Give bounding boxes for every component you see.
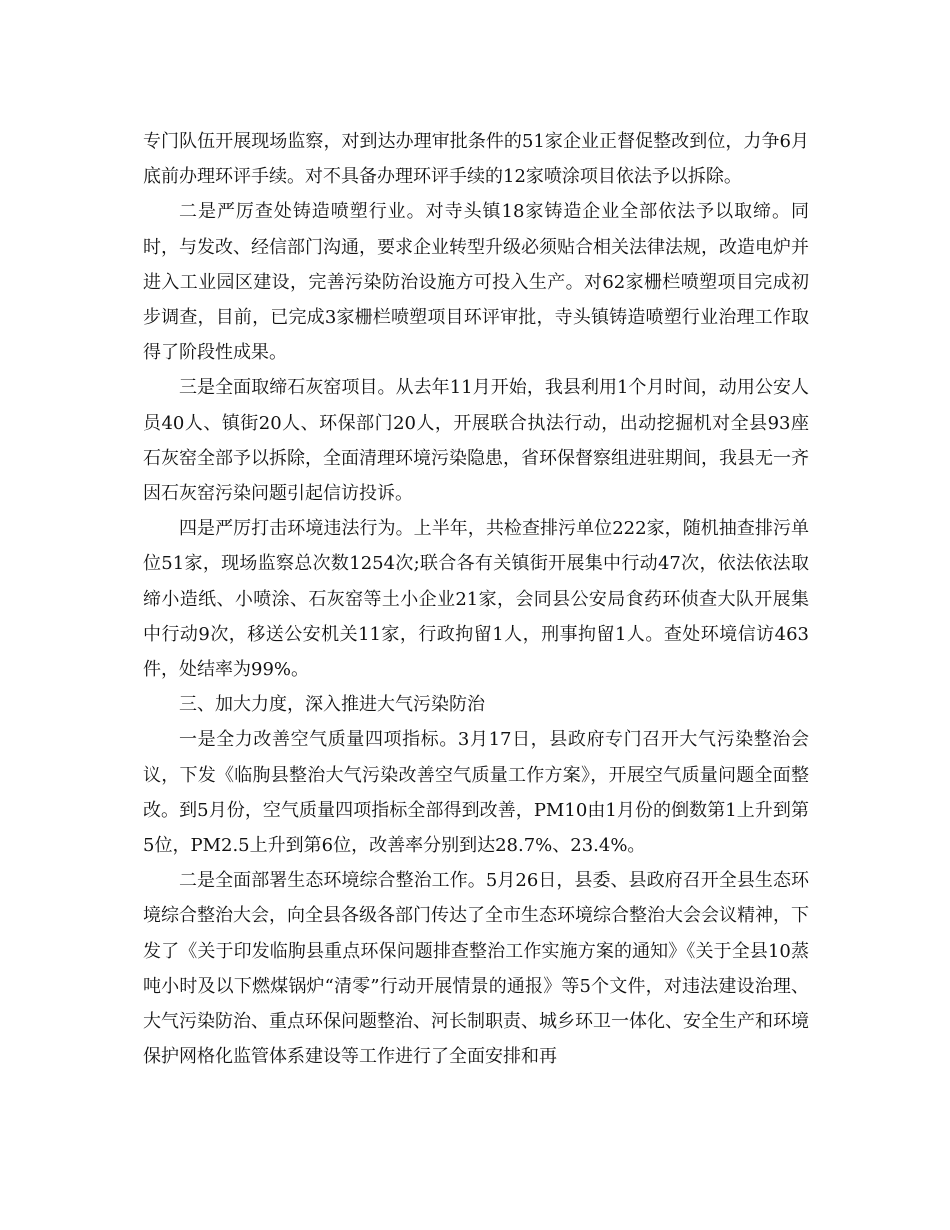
paragraph-lime-kiln: 三是全面取缔石灰窑项目。从去年11月开始，我县利用1个月时间，动用公安人员40人、镇街20人、环保部门20人，开展联合执法行动，出动挖掘机对全县93座石灰窑全部予以拆除，全面清理环境污染隐患，省环保督察组进驻期间，我县无一齐因石灰窑污染问题引起信访投诉。 — [143, 377, 809, 505]
document-body — [143, 124, 809, 1074]
paragraph-air-quality: 一是全力改善空气质量四项指标。3月17日，县政府专门召开大气污染整治会议，下发《临朐县整治大气污染改善空气质量工作方案》，开展空气质量问题全面整改。到5月份，空气质量四项指标全部得到改善，PM10由1月份的倒数第1上升到第5位，PM2.5上升到第6位，改善率分别到达28.7%、23.4%。 — [143, 729, 809, 857]
paragraph-continuation: 专门队伍开展现场监察，对到达办理审批条件的51家企业正督促整改到位，力争6月底前办理环评手续。对不具备办理环评手续的12家喷涂项目依法予以拆除。 — [143, 131, 809, 188]
paragraph-foundry-spraying: 二是严厉查处铸造喷塑行业。对寺头镇18家铸造企业全部依法予以取缔。同时，与发改、经信部门沟通，要求企业转型升级必须贴合相关法律法规，改造电炉并进入工业园区建设，完善污染防治设施方可投入生产。对62家栅栏喷塑项目完成初步调查，目前，已完成3家栅栏喷塑项目环评审批，寺头镇铸造喷塑行业治理工作取得了阶段性成果。 — [143, 201, 809, 364]
paragraph-enforcement: 四是严厉打击环境违法行为。上半年，共检查排污单位222家，随机抽查排污单位51家，现场监察总次数1254次;联合各有关镇街开展集中行动47次，依法依法取缔小造纸、小喷涂、石灰窑等土小企业21家，会同县公安局食药环侦查大队开展集中行动9次，移送公安机关11家，行政拘留1人，刑事拘留1人。查处环境信访463件，处结率为99%。 — [143, 518, 809, 681]
section-heading-air-pollution: 三、加大力度，深入推进大气污染防治 — [179, 694, 485, 716]
paragraph-ecological-rectification: 二是全面部署生态环境综合整治工作。5月26日，县委、县政府召开全县生态环境综合整治大会，向全县各级各部门传达了全市生态环境综合整治大会会议精神，下发了《关于印发临朐县重点环保问题排查整治工作实施方案的通知》《关于全县10蒸吨小时及以下燃煤锅炉“清零”行动开展情景的通报》等5个文件，对违法建设治理、大气污染防治、重点环保问题整治、河长制职责、城乡环卫一体化、安全生产和环境保护网格化监管体系建设等工作进行了全面安排和再 — [143, 870, 809, 1068]
